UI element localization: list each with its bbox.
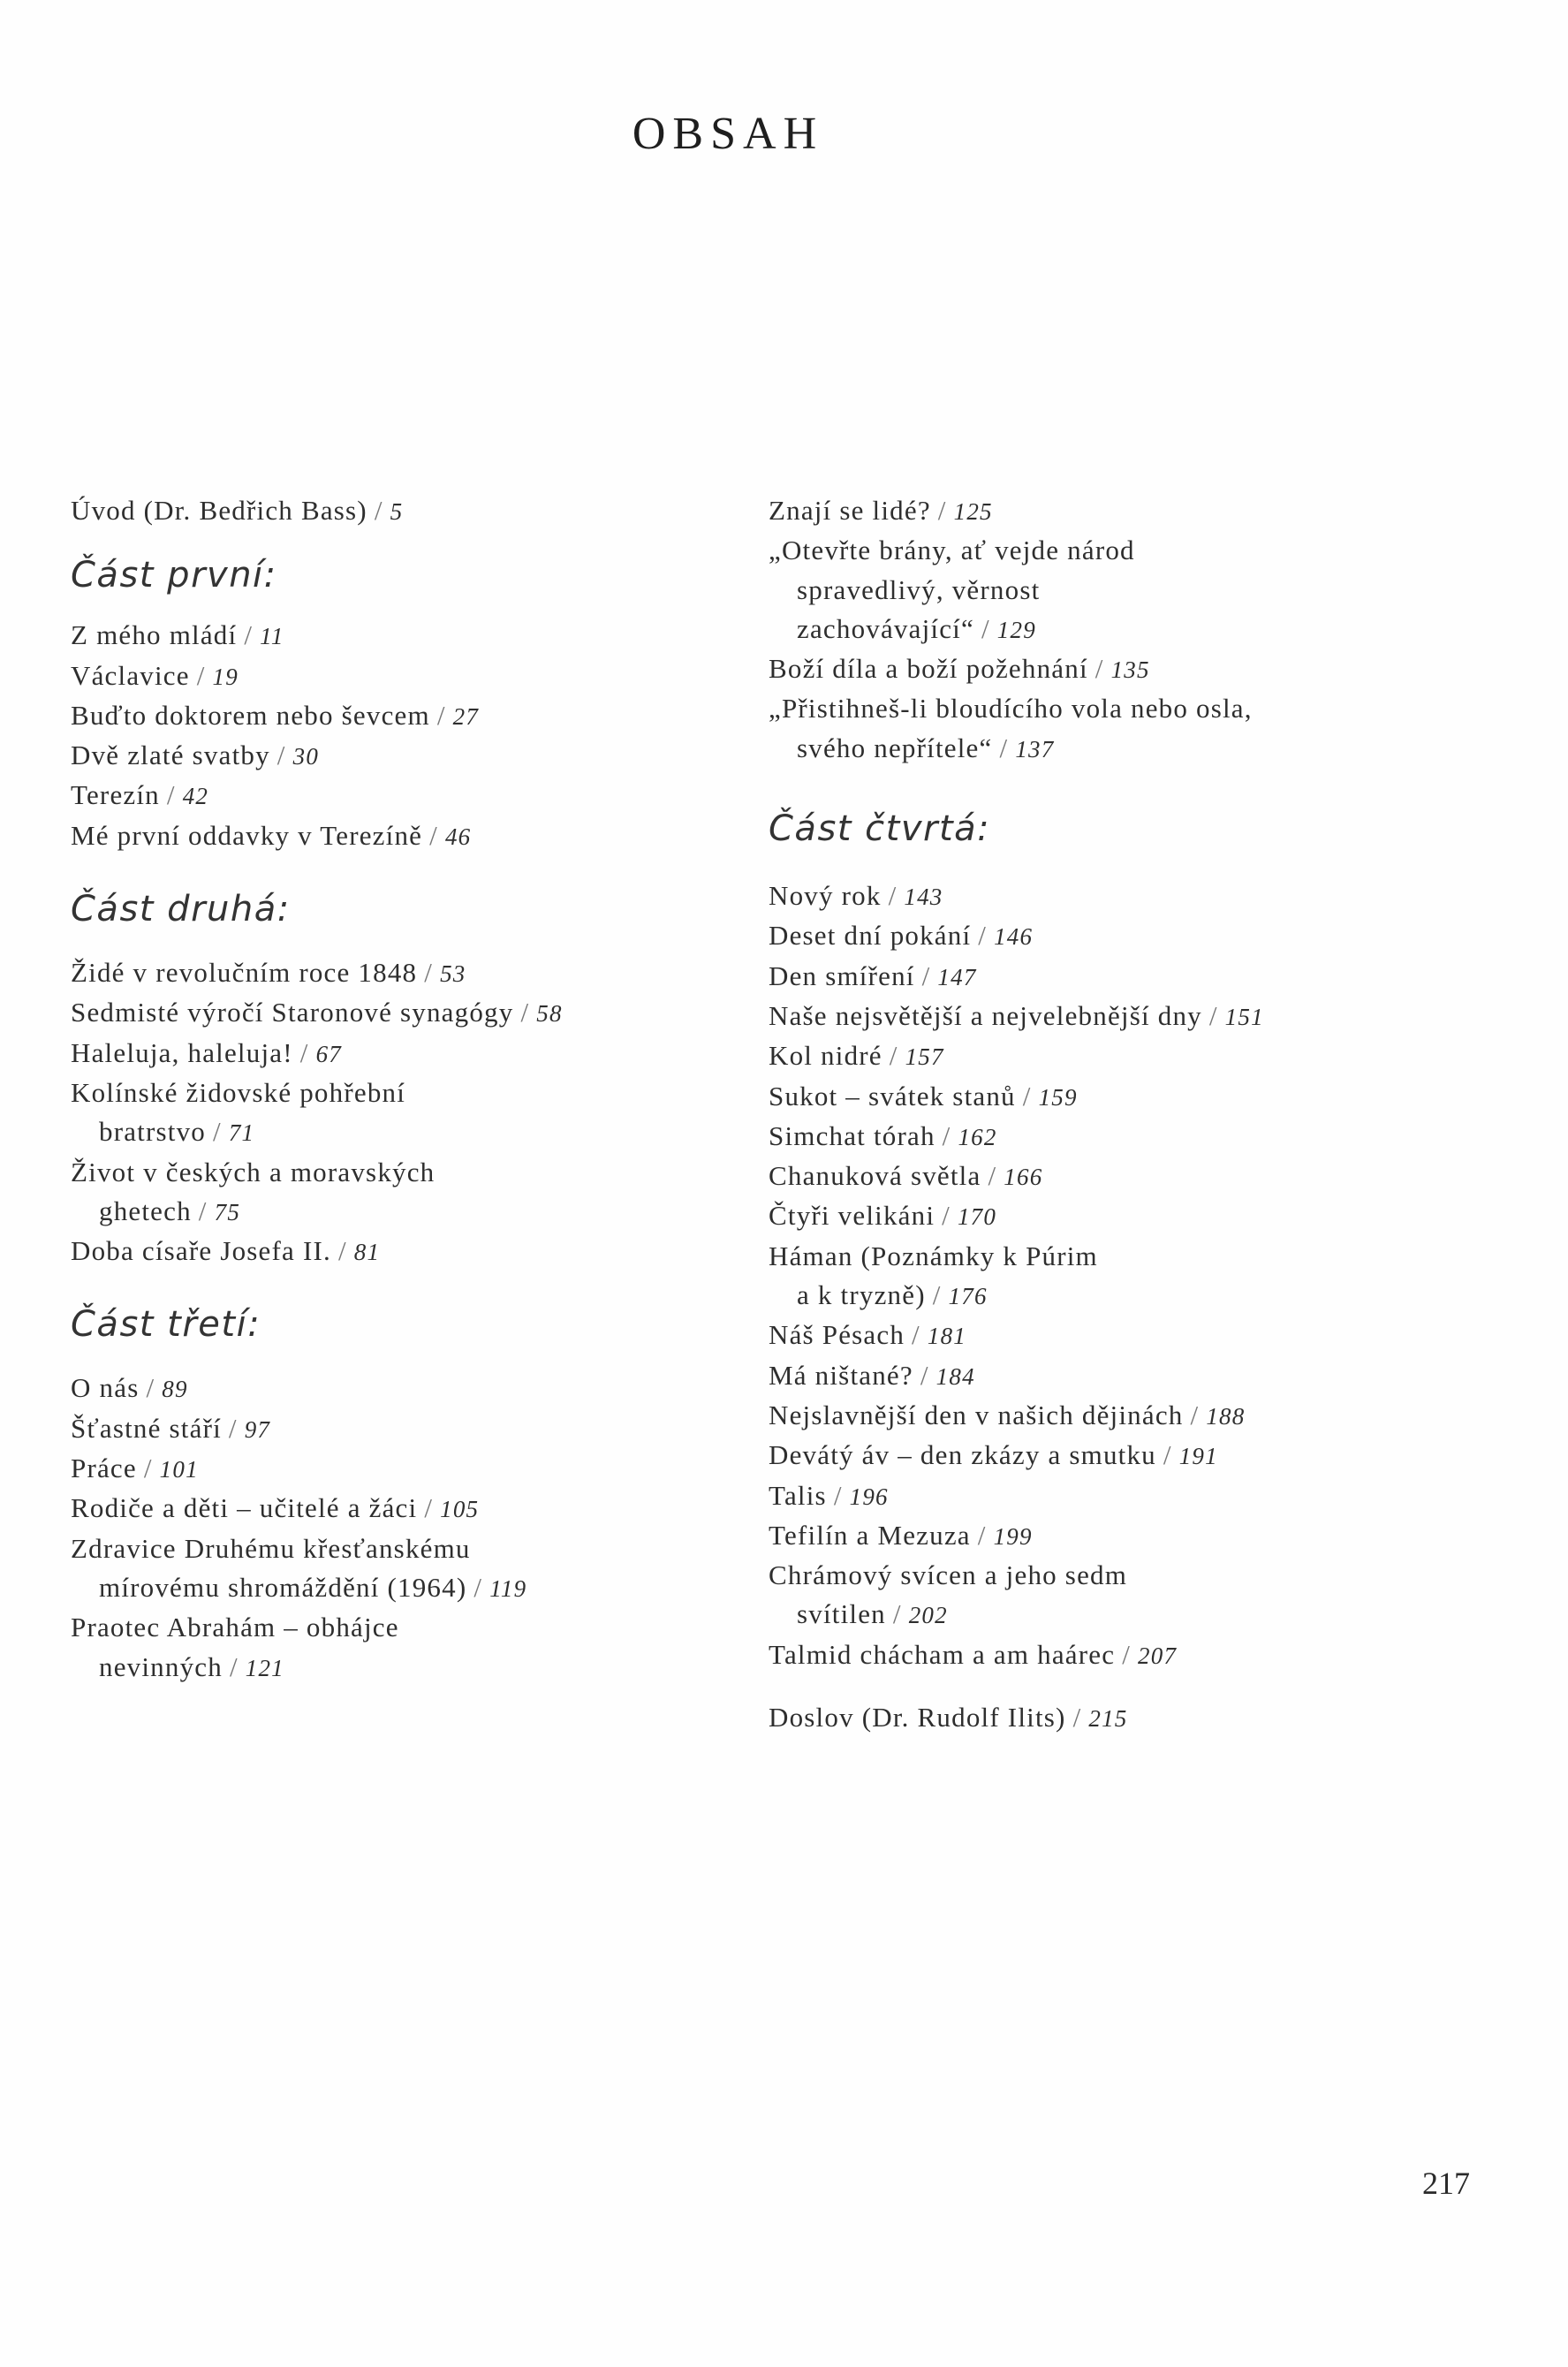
toc-entry: Václavice / 19	[71, 659, 239, 691]
toc-entry: Boží díla a boží požehnání / 135	[769, 653, 1150, 685]
toc-entry-intro: Úvod (Dr. Bedřich Bass) / 5	[71, 495, 404, 526]
toc-right-column	[769, 491, 1422, 1738]
toc-entry: Znají se lidé? / 125	[769, 495, 993, 526]
toc-entry: Tefilín a Mezuza / 199	[769, 1519, 1033, 1551]
toc-entry: O nás / 89	[71, 1372, 188, 1404]
toc-entry: Zdravice Druhému křesťanskému mírovému shromáždění (1964) / 119	[71, 1532, 527, 1603]
toc-entry: Z mého mládí / 11	[71, 619, 284, 651]
toc-left-column	[71, 491, 707, 1688]
toc-entry: Háman (Poznámky k Púrim a k tryzně) / 176	[769, 1240, 1098, 1311]
page-title: OBSAH	[632, 109, 824, 159]
toc-entry: Haleluja, haleluja! / 67	[71, 1036, 342, 1068]
toc-entry: Kol nidré / 157	[769, 1040, 944, 1072]
toc-entry: Dvě zlaté svatby / 30	[71, 740, 320, 771]
toc-entry: Doba císaře Josefa II. / 81	[71, 1235, 381, 1267]
toc-entry: Nejslavnější den v našich dějinách / 188	[769, 1399, 1246, 1430]
toc-entry: Den smíření / 147	[769, 960, 977, 991]
toc-entry: Má ništané? / 184	[769, 1359, 975, 1391]
toc-entry: „Přistihneš-li bloudícího vola nebo osla, svého nepřítele“ / 137	[769, 693, 1253, 763]
toc-entry: Deset dní pokání / 146	[769, 920, 1034, 952]
toc-entry: Praotec Abrahám – obhájce nevinných / 121	[71, 1612, 399, 1682]
toc-entry: Šťastné stáří / 97	[71, 1412, 271, 1444]
toc-entry: Kolínské židovské pohřební bratrstvo / 71	[71, 1076, 406, 1148]
toc-entry: Talmid chácham a am haárec / 207	[769, 1638, 1178, 1670]
toc-entry: Práce / 101	[71, 1453, 199, 1484]
toc-entry-afterword: Doslov (Dr. Rudolf Ilits) / 215	[769, 1702, 1128, 1734]
toc-entry: Nový rok / 143	[769, 880, 943, 912]
toc-entry: Devátý áv – den zkázy a smutku / 191	[769, 1439, 1218, 1471]
part-heading-3: Část třetí:	[71, 1304, 261, 1346]
toc-entry: Život v českých a moravských ghetech / 75	[71, 1156, 436, 1226]
toc-entry: Chrámový svícen a jeho sedm svítilen / 202	[769, 1559, 1128, 1630]
part-heading-2: Část druhá:	[71, 889, 291, 930]
toc-entry: Terezín / 42	[71, 779, 209, 811]
toc-entry: Čtyři velikáni / 170	[769, 1200, 997, 1232]
toc-entry: „Otevřte brány, ať vejde národ spravedlivý, věrnost zachovávající“ / 129	[769, 535, 1135, 644]
toc-entry: Náš Pésach / 181	[769, 1319, 966, 1351]
toc-entry: Talis / 196	[769, 1479, 889, 1511]
toc-entry: Rodiče a děti – učitelé a žáci / 105	[71, 1492, 480, 1524]
toc-entry: Sedmisté výročí Staronové synagógy / 58	[71, 997, 563, 1028]
part-heading-4: Část čtvrtá:	[769, 808, 991, 850]
toc-entry: Židé v revolučním roce 1848 / 53	[71, 957, 466, 989]
toc-entry: Simchat tórah / 162	[769, 1119, 997, 1151]
toc-entry: Sukot – svátek stanů / 159	[769, 1080, 1078, 1111]
toc-entry: Naše nejsvětější a nejvelebnější dny / 151	[769, 999, 1264, 1031]
page-number: 217	[1422, 2166, 1470, 2201]
toc-entry: Buďto doktorem nebo ševcem / 27	[71, 699, 480, 731]
toc-entry: Mé první oddavky v Terezíně / 46	[71, 819, 472, 851]
toc-entry: Chanuková světla / 166	[769, 1160, 1043, 1192]
part-heading-1: Část první:	[71, 555, 277, 596]
